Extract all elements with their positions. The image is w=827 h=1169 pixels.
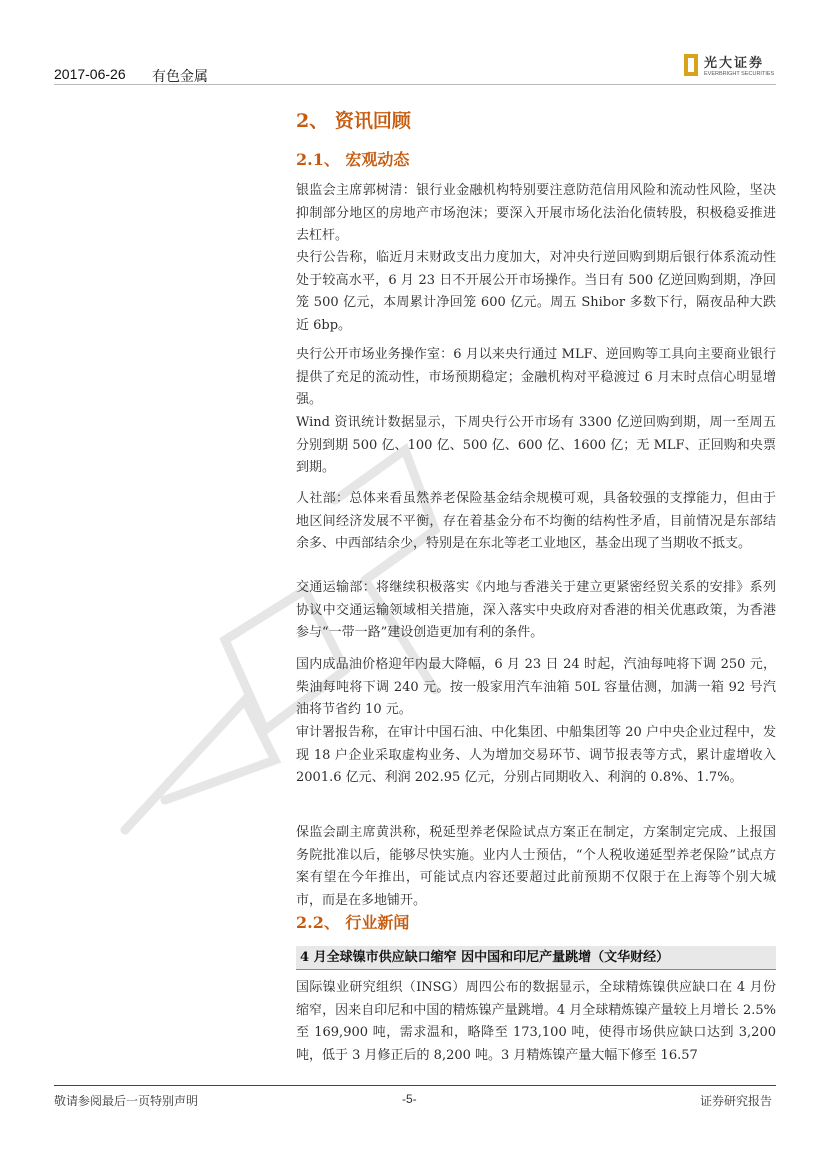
paragraph-pboc-announcement: 央行公告称，临近月末财政支出力度加大，对冲央行逆回购到期后银行体系流动性处于较高水平，6 月 23 日不开展公开市场操作。当日有 500 亿逆回购到期，净回笼 500 亿元，本周累计净回笼 600 亿元。周五 Shibor 多数下行，隔夜品种大跌近 6bp。 — [296, 250, 776, 333]
logo-text-en: EVERBRIGHT SECURITIES — [704, 71, 775, 77]
paragraph-nickel-news: 国际镍业研究组织（INSG）周四公布的数据显示，全球精炼镍供应缺口在 4 月份缩窄，因来自印尼和中国的精炼镍产量跳增。4 月全球精炼镍产量较上月增长 2.5% 至 169,900 吨，需求温和，略降至 173,100 吨，使得市场供应缺口达到 3,200 吨，低于 3 月修正后的 8,200 吨。3 月精炼镍产量大幅下修至 16.57 — [296, 980, 776, 1063]
paragraph-audit-office: 审计署报告称，在审计中国石油、中化集团、中船集团等 20 户中央企业过程中，发现 18 户企业采取虚构业务、人为增加交易环节、调节报表等方式，累计虚增收入 2001.6 亿元、利润 202.95 亿元，分别占同期收入、利润的 0.8%、1.7%。 — [296, 725, 776, 785]
paragraph-cbrc: 银监会主席郭树清：银行业金融机构特别要注意防范信用风险和流动性风险，坚决抑制部分地区的房地产市场泡沫；要深入开展市场化法治化债转股，积极稳妥推进去杠杆。 — [296, 183, 776, 243]
paragraph-mot: 交通运输部：将继续积极落实《内地与香港关于建立更紧密经贸关系的安排》系列协议中交通运输领域相关措施，深入落实中央政府对香港的相关优惠政策，为香港参与“一带一路”建设创造更加有利的条件。 — [296, 580, 776, 640]
company-logo — [684, 52, 774, 84]
section-heading-2-1: 2.1、 宏观动态 — [296, 150, 410, 169]
logo-text-cn: 光大证券 — [704, 56, 765, 71]
header-divider — [54, 84, 776, 85]
section-heading-2: 2、 资讯回顾 — [296, 110, 411, 132]
paragraph-circ: 保监会副主席黄洪称，税延型养老保险试点方案正在制定，方案制定完成、上报国务院批准以后，能够尽快实施。业内人士预估，“个人税收递延型养老保险”试点方案有望在今年推出，可能试点内容还要超过此前预期不仅限于在上海等个别大城市，而是在多地铺开。 — [296, 825, 776, 908]
paragraph-open-market-office: 央行公开市场业务操作室：6 月以来央行通过 MLF、逆回购等工具向主要商业银行提供了充足的流动性，市场预期稳定；金融机构对平稳渡过 6 月末时点信心明显增强。 — [296, 347, 776, 407]
footer-disclaimer: 敬请参阅最后一页特别声明 — [54, 1094, 199, 1108]
paragraph-fuel-price: 国内成品油价格迎年内最大降幅，6 月 23 日 24 时起，汽油每吨将下调 250 元，柴油每吨将下调 240 元。按一般家用汽车油箱 50L 容量估测，加满一箱 92 号汽油将节省约 10 元。 — [296, 657, 776, 717]
header-sector: 有色金属 — [152, 68, 208, 84]
section-heading-2-2: 2.2、 行业新闻 — [296, 913, 410, 932]
paragraph-wind-stats: Wind 资讯统计数据显示，下周央行公开市场有 3300 亿逆回购到期，周一至周五分别到期 500 亿、100 亿、500 亿、600 亿、1600 亿；无 MLF、正回购和央票到期。 — [296, 415, 776, 475]
header-date: 2017-06-26 — [54, 66, 126, 82]
footer-divider — [54, 1085, 776, 1086]
footer-report-type: 证券研究报告 — [700, 1094, 773, 1108]
paragraph-mohrss: 人社部：总体来看虽然养老保险基金结余规模可观，具备较强的支撑能力，但由于地区间经济发展不平衡，存在着基金分布不均衡的结构性矛盾，目前情况是东部结余多、中西部结余少，特别是在东北等老工业地区，基金出现了当期收不抵支。 — [296, 491, 776, 551]
page-number: -5- — [402, 1092, 417, 1106]
news-title: 4 月全球镍市供应缺口缩窄 因中国和印尼产量跳增（文华财经） — [296, 946, 776, 970]
logo-mark-icon — [684, 54, 698, 76]
